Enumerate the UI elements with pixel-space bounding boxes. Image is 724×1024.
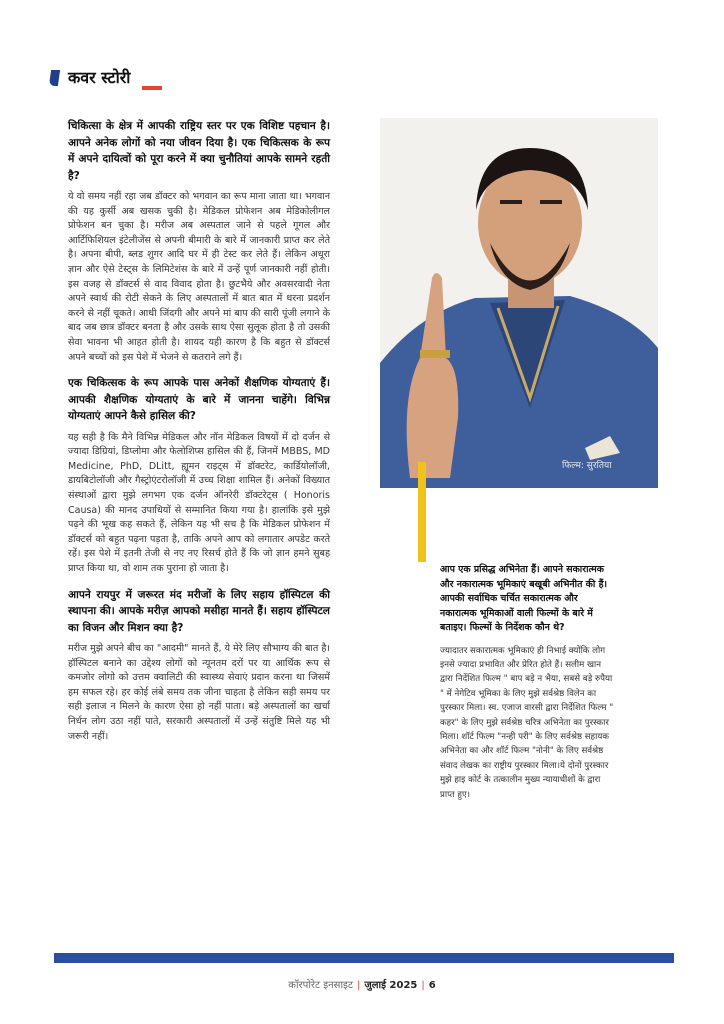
interview-column: [68, 118, 330, 754]
page-footer: [0, 977, 724, 991]
page-number: 6: [428, 980, 436, 991]
section-title: कवर स्टोरी: [68, 68, 131, 87]
question-1: चिकित्सा के क्षेत्र में आपकी राष्ट्रिय स्तर पर एक विशिष्ट पहचान है। आपने अनेक लोगों को नया जीवन दिया है। एक चिकित्सक के रूप में अपने दायित्वों को पूरा करने में क्या चुनौतियां आपके सामने रहती है?: [68, 120, 330, 182]
sidebar-answer: ज्यादातर सकारात्मक भूमिकाएं ही निभाई क्योंकि लोग इनसे ज्यादा प्रभावित और प्रेरित होते हैं। सलीम खान द्वारा निर्देशित फिल्म " बाप बड़े न भैया, सबसे बड़े रुपैया " में नेगेटिव भूमिका के लिए मुझे सर्वश्रेष्ठ विलेन का पुरस्कार मिला। स्व. एजाज वारसी द्वारा निर्देशित फिल्म " कहर" के लिए मुझे सर्वश्रेष्ठ चरित्र अभिनेता का पुरस्कार मिला। शॉर्ट फिल्म "नन्ही परी" के लिए सर्वश्रेष्ठ सहायक अभिनेता का और शॉर्ट फिल्म "नोनी" के लिए सर्वश्रेष्ठ संवाद लेखक का राष्ट्रीय पुरस्कार मिला।ये दोनों पुरस्कार मुझे हाइ कोर्ट के तत्कालीन मुख्य न्यायाधीशों के द्वारा प्राप्त हुए।: [440, 645, 614, 800]
sidebar-accent-bar: [418, 462, 426, 562]
footer-magazine: कॉरपोरेट इनसाइट: [288, 980, 353, 991]
footer-issue: जुलाई 2025: [364, 980, 418, 991]
sidebar-column: [440, 563, 615, 812]
question-3: आपने रायपुर में जरूरत मंद मरीजों के लिए सहाय हॉस्पिटल की स्थापना की। आपके मरीज़ आपको मसीहा मानते हैं। सहाय हॉस्पिटल का विजन और मिशन क्या है?: [68, 588, 330, 634]
footer-separator: |: [421, 980, 425, 991]
answer-1: ये वो समय नहीं रहा जब डॉक्टर को भगवान का रूप माना जाता था। भगवान की यह कुर्सी अब खसक चुकी है। मेडिकल प्रोफेशन अब मेडिकोलीगल प्रोफेशन बन चुका है। मरीज अब अस्पताल जाने से पहले गूगल और आर्टिफिशियल इंटेलीजेंस से अपनी बीमारी के बारे में जानकारी प्राप्त कर लेते है। अपना बीपी, ब्लड शुगर आदि घर में ही टेस्ट कर लेते हैं। लेकिन अधूरा ज्ञान और ऐसे टेस्ट्स के लिमिटेशंस के बारे में उन्हें पूर्ण जानकारी नहीं होती। इस वजह से डॉक्टर्स से वाद विवाद होता है। छुटभैये और अवसरवादी नेता अपने स्वार्थ की रोटी सेकने के लिए अस्पतालों में बात बात में धरना प्रदर्शन करने से नहीं चूकते। आधी जिंदगी और अपने मां बाप की सारी पूंजी लगाने के बाद जब छात्र डॉक्टर बनता है और उसके साथ ऐसा सुलूक होता है तो उसकी सेवा भावना भी आहत होती है। शायद यही कारण है कि बहुत से डॉक्टर्स अपने बच्चों को इस पेशे में भेजने से कतराने लगे हैं।: [68, 191, 330, 363]
photo-caption: फिल्म: सुरतिया: [562, 461, 612, 471]
answer-3: मरीज मुझे अपने बीच का "आदमी" मानते हैं, ये मेरे लिए सौभाग्य की बात है। हॉस्पिटल बनाने का उद्देश्य लोगों को न्यूनतम दरों पर या आर्थिक रूप से कमजोर लोगो को उत्तम क्वालिटी की स्वास्थ्य सेवाएं प्रदान करना था जिसमें हम सफल रहे। हर कोई लंबे समय तक जीना चाहता है लेकिन सही समय पर सही इलाज न मिलने के कारण ऐसा हो नहीं पाता। बड़े अस्पतालों का खर्चा निर्धन लोग उठा नहीं पाते, सरकारी अस्पतालों में उन्हें संतुष्टि मिले यह भी जरूरी नहीं।: [68, 643, 330, 742]
footer-rule: [54, 953, 674, 963]
actor-photo: [380, 118, 658, 488]
footer-separator: |: [356, 980, 361, 991]
question-2: एक चिकित्सक के रूप आपके पास अनेकों शैक्षणिक योग्यताएं हैं। आपकी शैक्षणिक योग्यताएं के बारे में जानना चाहेंगे। विभिन्न योग्यताएं आपने कैसे हासिल की?: [68, 377, 330, 423]
title-underline-accent: [142, 86, 162, 90]
section-marker: [49, 70, 60, 86]
answer-2: यह सही है कि मैने विभिन्न मेडिकल और नॉन मेडिकल विषयों में दो दर्जन से ज्यादा डिग्रियां, डिप्लोमा और फेलोशिप्स हासिल की हैं, जिनमें MBBS, MD Medicine, PhD, DLitt, ह्यूमन राइट्स में डॉक्टरेट, कार्डियोलॉजी, डायबिटोलॉजी और गैस्ट्रोएंटरोलॉजी में उच्च शिक्षा शामिल हैं। अनेकों विख्यात संस्थाओं द्वारा मुझे लगभग एक दर्जन ऑनरेरी डॉक्टरेट्स ( Honoris Causa) की मानद उपाधियों से सम्मानित किया गया है। हालांकि इसे मुझे पढ़ने की भूख कह सकते हैं, लेकिन यह भी सच है कि मेडिकल प्रोफेशन में डॉक्टर्स को बहुत पढ़ना पड़ता है, ताकि अपने आप को लगातार अपडेट करते रहें। इस पेशे में इतनी तेजी से नए नए रिसर्च होते हैं कि जो ज्ञान हमने सुबह प्राप्त किया था, वो शाम तक पुराना हो जाता है।: [68, 431, 330, 574]
sidebar-question: आप एक प्रसिद्ध अभिनेता हैं। आपने सकारात्मक और नकारात्मक भूमिकाएं बखूबी अभिनीत की हैं।आपकी सर्वाधिक चर्चित सकारात्मक और नकारात्मक भूमिकाओं वाली फिल्मों के बारे में बताइए। फिल्मों के निर्देशक कौन थे?: [440, 564, 608, 633]
